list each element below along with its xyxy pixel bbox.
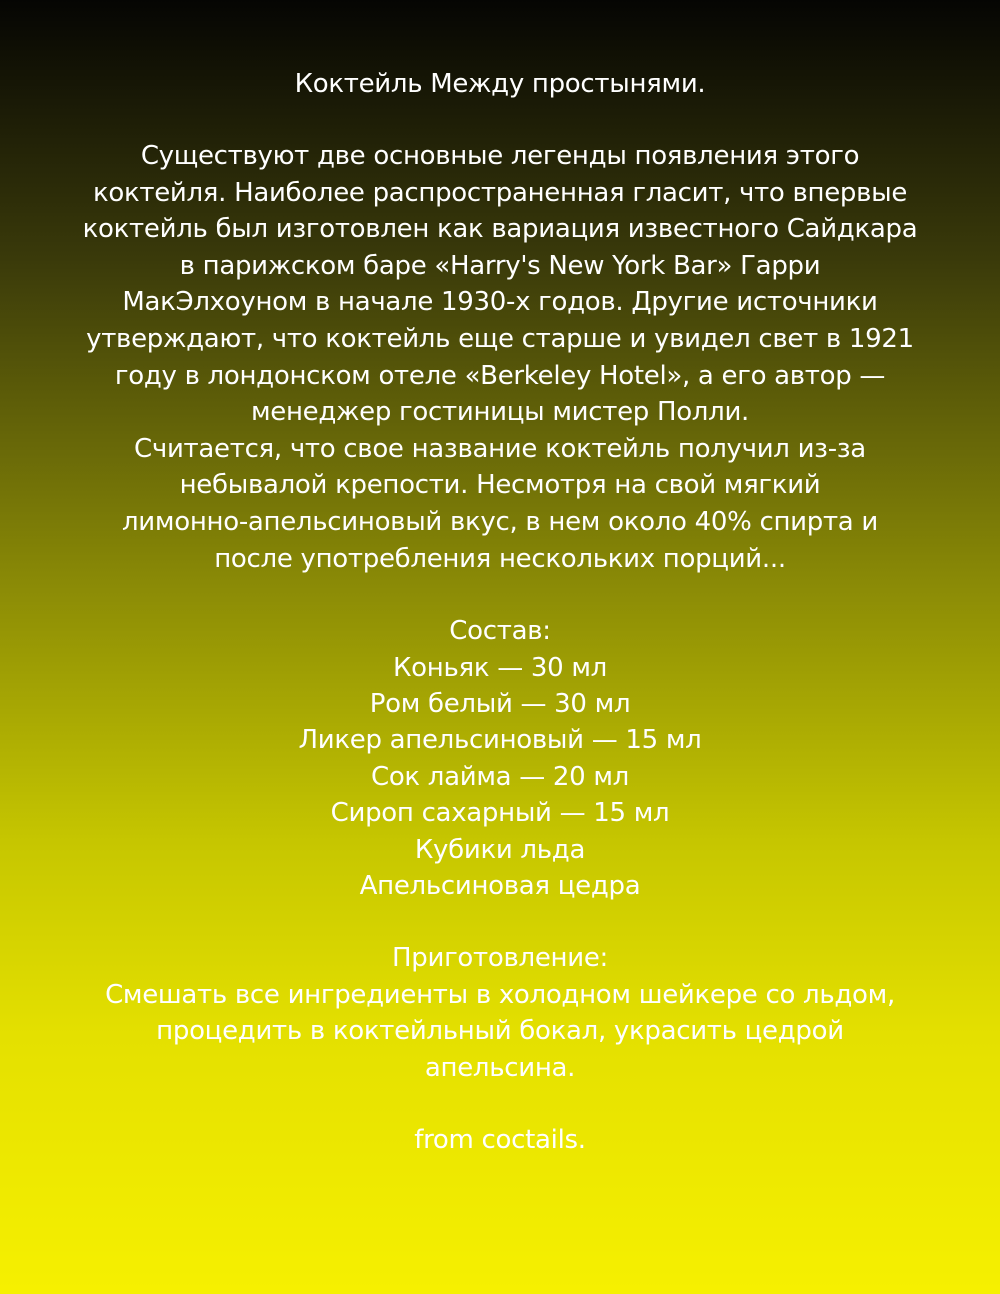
preparation-line: апельсина. [424, 1052, 576, 1083]
page-title: Коктейль Между простынями. [294, 69, 706, 99]
intro-line: Существуют две основные легенды появления этого [140, 141, 860, 171]
intro-line: МакЭлхоуном в начале 1930-х годов. Другие источники [122, 287, 878, 318]
preparation-section [0, 940, 1000, 1086]
ingredient-item: Кубики льда [414, 834, 586, 865]
intro-line: в парижском баре «Harry's New York Bar» Гарри [179, 250, 821, 281]
preparation-line: процедить в коктейльный бокал, украсить цедрой [156, 1016, 844, 1047]
intro-line: менеджер гостиницы мистер Полли. [250, 397, 750, 428]
intro-line: после употребления нескольких порций... [214, 543, 786, 574]
preparation-line: Смешать все ингредиенты в холодном шейкере со льдом, [105, 979, 895, 1010]
intro-line: Считается, что свое название коктейль получил из-за [134, 433, 866, 464]
source-credit: from coctails. [414, 1125, 586, 1155]
intro-text [50, 138, 950, 577]
ingredient-item: Сок лайма — 20 мл [370, 761, 630, 792]
ingredient-item: Ром белый — 30 мл [369, 688, 631, 719]
intro-line: коктейль был изготовлен как вариация известного Сайдкара [82, 214, 918, 245]
preparation-heading: Приготовление: [392, 943, 608, 974]
ingredient-item: Коньяк — 30 мл [393, 652, 607, 683]
intro-line: утверждают, что коктейль еще старше и увидел свет в 1921 [86, 323, 914, 354]
intro-line: коктейля. Наиболее распространенная гласит, что впервые [92, 177, 908, 208]
ingredients-section [0, 613, 1000, 904]
ingredients-heading: Состав: [449, 616, 551, 647]
intro-line: году в лондонском отеле «Berkeley Hotel», а его автор — [114, 360, 886, 391]
intro-line: лимонно-апельсиновый вкус, в нем около 40% спирта и [121, 506, 878, 537]
ingredient-item: Сироп сахарный — 15 мл [330, 798, 670, 829]
ingredient-item: Ликер апельсиновый — 15 мл [298, 725, 702, 756]
intro-line: небывалой крепости. Несмотря на свой мягкий [179, 470, 821, 501]
ingredient-item: Апельсиновая цедра [359, 870, 641, 901]
